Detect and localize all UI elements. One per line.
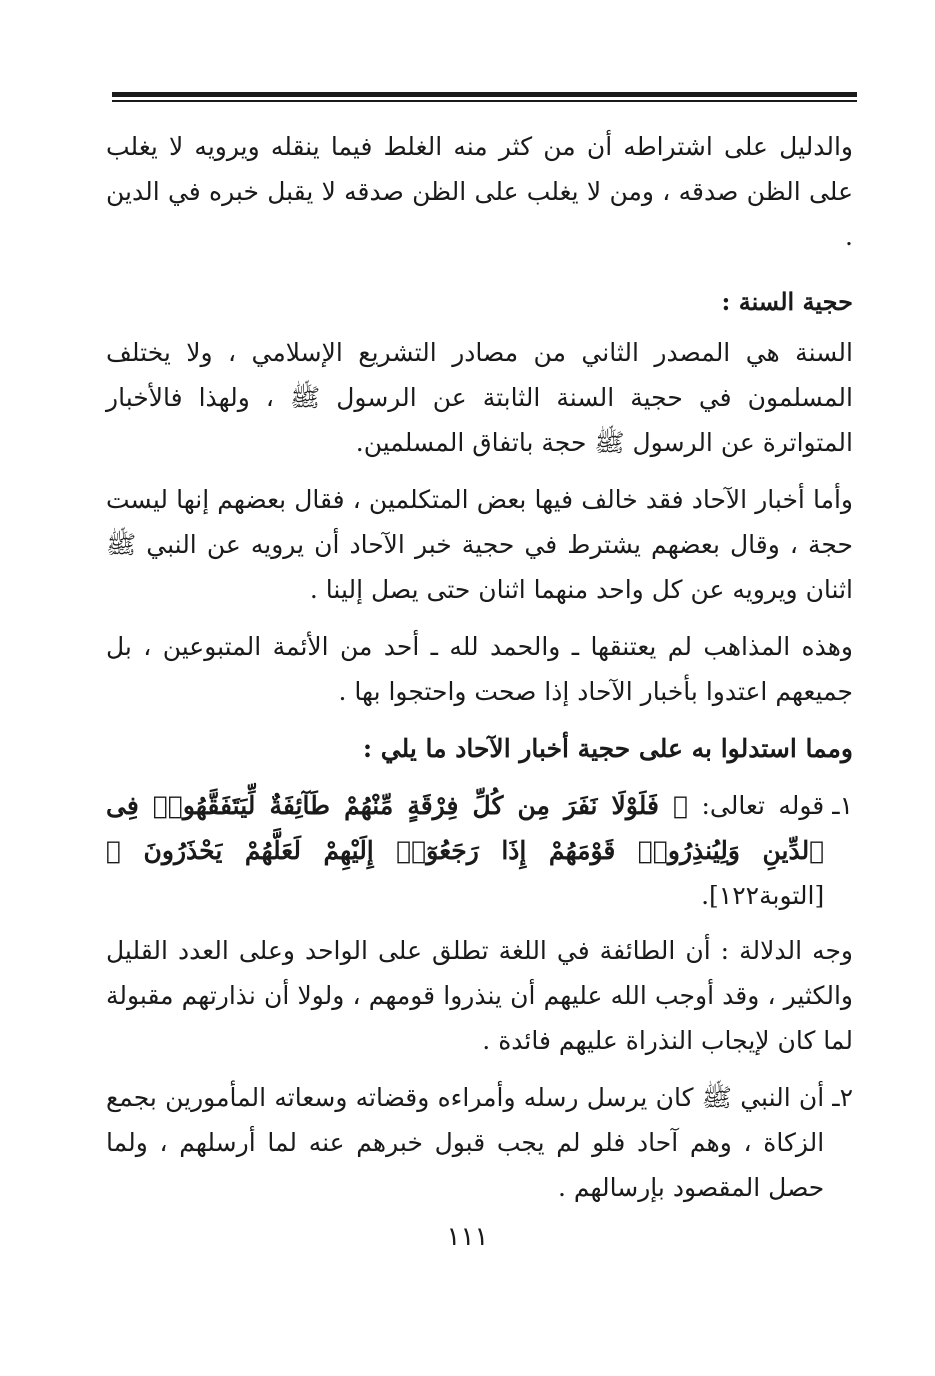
verse-citation: [التوبة١٢٢]. <box>701 881 825 910</box>
item1-explanation: وجه الدلالة : أن الطائفة في اللغة تطلق على الواحد وعلى العدد القليل والكثير ، وقد أوجب الله عليهم أن ينذروا قومهم ، ولولا أن نذارتهم مقبولة لما كان لإيجاب النذراة عليهم فائدة . <box>106 936 853 1055</box>
item-body <box>106 783 824 918</box>
item-number: ٢ـ <box>832 1083 853 1112</box>
quran-verse: ﴿ فَلَوْلَا نَفَرَ مِن كُلِّ فِرْقَةٍ مِّنْهُمْ طَآئِفَةٌ لِّيَتَفَقَّهُوا۟ فِى ٱلدِّينِ وَلِيُنذِرُوا۟ قَوْمَهُمْ إِذَا رَجَعُوٓا۟ إِلَيْهِمْ لَعَلَّهُمْ يَحْذَرُونَ ﴾ <box>106 791 825 865</box>
page-number: ١١١ <box>446 1222 489 1252</box>
evidence-intro: ومما استدلوا به على حجية أخبار الآحاد ما يلي : <box>362 734 853 763</box>
item-body: أن النبي ﷺ كان يرسل رسله وأمراءه وقضاته وسعاته المأمورين بجمع الزكاة ، وهم آحاد فلو لم يجب قبول خبرهم عنه لما أرسلهم ، ولما حصل المقصود بإرسالهم . <box>106 1083 825 1202</box>
evidence-item-1 <box>106 783 853 918</box>
sunnah-paragraph: السنة هي المصدر الثاني من مصادر التشريع الإسلامي ، ولا يختلف المسلمون في حجية السنة الثابتة عن الرسول ﷺ ، ولهذا فالأخبار المتواترة عن الرسول ﷺ حجة باتفاق المسلمين. <box>106 338 853 457</box>
header-rule-thin <box>112 100 857 102</box>
header-rule-thick <box>112 92 857 97</box>
page-content <box>106 124 853 1220</box>
ahad-paragraph: وأما أخبار الآحاد فقد خالف فيها بعض المتكلمين ، فقال بعضهم إنها ليست حجة ، وقال بعضهم يشترط في حجية خبر الآحاد أن يرويه عن النبي ﷺ اثنان ويرويه عن كل واحد منهما اثنان حتى يصل إلينا . <box>106 485 853 604</box>
evidence-item-2 <box>106 1075 853 1210</box>
item-number: ١ـ <box>832 791 853 820</box>
madhahib-paragraph: وهذه المذاهب لم يعتنقها ـ والحمد لله ـ أحد من الأئمة المتبوعين ، بل جميعهم اعتدوا بأخبار الآحاد إذا صحت واحتجوا بها . <box>106 632 853 706</box>
section-heading: حجية السنة : <box>721 287 853 316</box>
intro-paragraph: والدليل على اشتراطه أن من كثر منه الغلط فيما ينقله ويرويه لا يغلب على الظن صدقه ، ومن لا يغلب على الظن صدقه لا يقبل خبره في الدين . <box>106 132 853 251</box>
verse-prefix: قوله تعالى: <box>701 791 825 820</box>
